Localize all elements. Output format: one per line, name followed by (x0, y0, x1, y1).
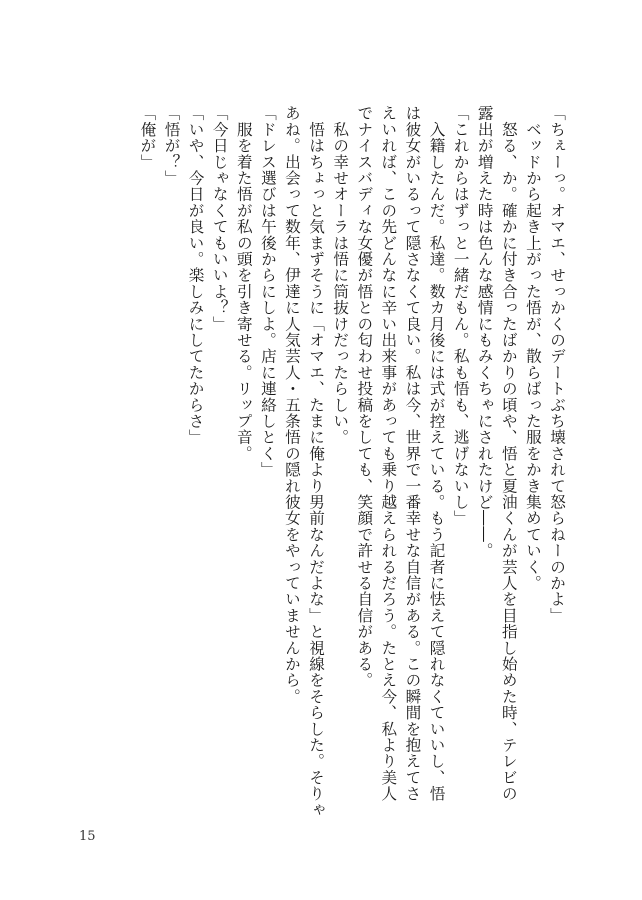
text-line: 「悟が？」 (162, 105, 181, 186)
text-line: 悟はちょっと気まずそうに「オマエ、たまに俺より男前なんだよな」と視線をそらした。そりゃ (307, 105, 326, 818)
text-line: 「ドレス選びは午後からにしよ。店に連絡しとく」 (258, 105, 277, 478)
text-line: ベッドから起き上がった悟が、散らばった服をかき集めていく。 (523, 105, 542, 591)
text-line: 「今日じゃなくてもいいよ？」 (210, 105, 229, 332)
vertical-text-body (135, 105, 569, 895)
text-line: えいれば、この先どんなに辛い出来事があっても乗り越えられるだろう。たとえ今、私より美人 (379, 105, 398, 802)
text-line: でナイスバディな女優が悟との匂わせ投稿をしても、笑顔で許せる自信がある。 (355, 105, 374, 689)
text-line: 露出が増えた時は色んな感情にもみくちゃにされたけど――。 (475, 105, 494, 559)
text-line: あね。出会って数年、伊達に人気芸人・五条悟の隠れ彼女をやっていませんから。 (282, 105, 301, 705)
text-line: 「これからはずっと一緒だもん。私も悟も、逃げないし」 (451, 105, 470, 527)
text-line: 入籍したんだ。私達。数カ月後には式が控えている。もう記者に怯えて隠れなくていいし、悟 (427, 105, 446, 802)
text-line: 「ちぇーっ。オマエ、せっかくのデートぶち壊されて怒らねーのかよ」 (548, 105, 566, 624)
page-number: 15 (79, 829, 96, 844)
text-line: 服を着た悟が私の頭を引き寄せる。リップ音。 (234, 105, 253, 462)
text-line: 「いや、今日が良い。楽しみにしてたからさ」 (186, 105, 205, 446)
text-line: 怒る、か。確かに付き合ったばかりの頃や、悟と夏油くんが芸人を目指し始めた時、テレビの (499, 105, 518, 802)
text-line: 私の幸せオーラは悟に筒抜けだったらしい。 (331, 105, 350, 446)
text-line: は彼女がいるって隠さなくて良い。私は今、世界で一番幸せな自信がある。この瞬間を抱えてさ (403, 105, 422, 802)
text-line: 「俺が」 (138, 105, 157, 170)
